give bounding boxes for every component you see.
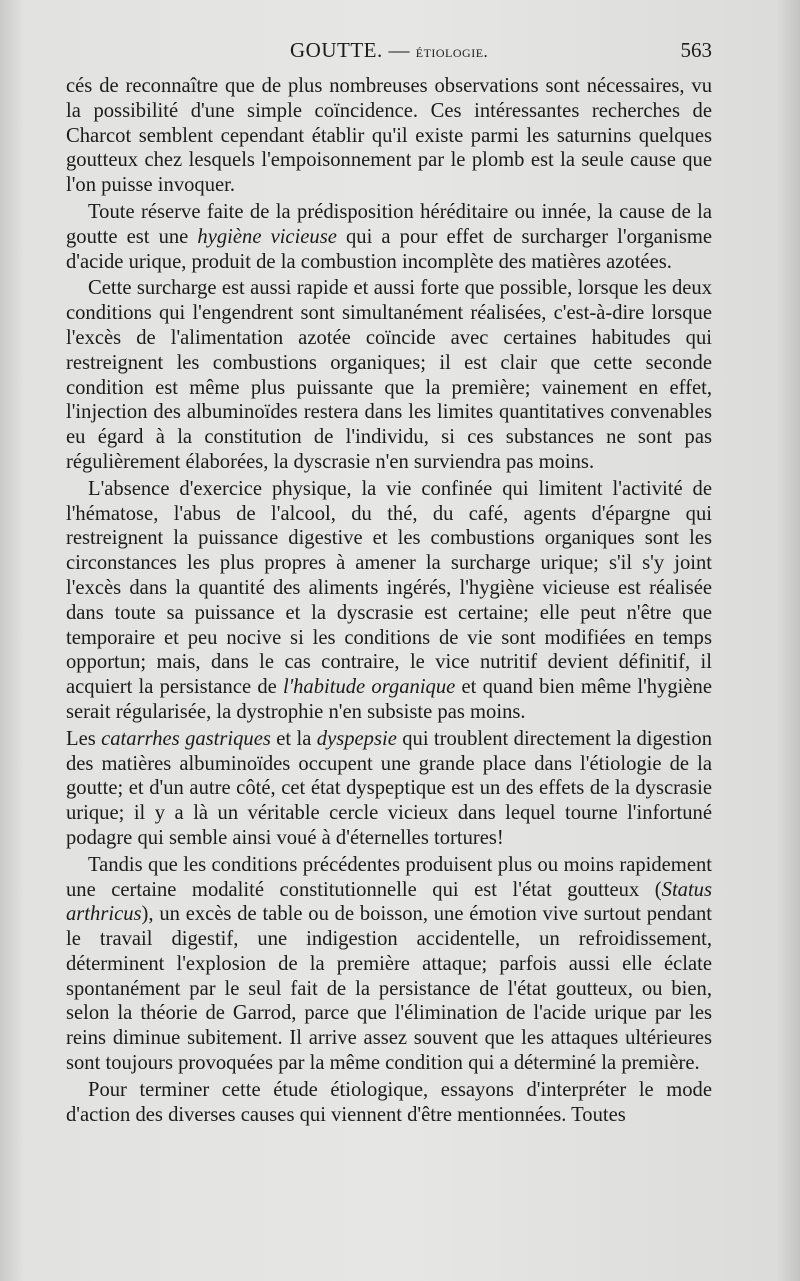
running-header [66,38,712,68]
title-section: étiologie. [415,42,489,61]
paragraph [66,200,712,274]
text-run: et quand bien même l'hygiène serait régularisée, la dystrophie n'en subsiste pas moins. [66,676,712,723]
text-run: ), un excès de table ou de boisson, une émotion vive surtout pendant le travail digestif, une indigestion accidentelle, un refroidissement, déterminent l'explosion de la première attaque; parfois aussi elle éclate spontanément par le seul fait de la persistance de l'état goutteux, ou bien, selon la théorie de Garrod, parce que l'élimination de l'acide urique par les reins diminue subitement. Il arrive assez souvent que les attaques ultérieures sont toujours provoquées par la même condition qui a déterminé la première. [66,903,712,1075]
text-run: qui a pour effet de surcharger l'organisme d'acide urique, produit de la combustion incomplète des matières azotées. [66,225,713,273]
italic-text: hygiène vicieuse [197,225,337,248]
italic-text: catarrhes gastriques [101,727,271,750]
text-run: Pour terminer cette étude étiologique, essayons d'interpréter le mode d'action des diverses causes qui viennent d'être mentionnées. Toutes [66,1078,712,1126]
italic-text: l'habitude organique [282,676,456,699]
paragraph [66,1078,712,1128]
paragraph [66,276,712,474]
running-title [290,38,488,63]
italic-text: Status arthricus [66,878,712,926]
text-run: L'absence d'exercice physique, la vie confinée qui limitent l'activité de l'hématose, l'abus de l'alcool, du thé, du café, agents d'épargne qui restreignent la puissance digestive et les combustions organiques sont les circonstances les plus propres à amener la surcharge urique; s'il s'y joint l'excès dans la quantité des aliments ingérés, l'hygiène vicieuse est réalisée dans toute sa puissance et la dyscrasie est certaine; elle peut n'être que temporaire et peu nocive si les conditions de vie sont modifiées en temps opportun; mais, dans le cas contraire, le vice nutritif devient définitif, il acquiert la persistance de [66,477,712,699]
text-run: cés de reconnaître que de plus nombreuses observations sont nécessaires, vu la possibilité d'une simple coïncidence. Ces intéressantes recherches de Charcot semblent cependant établir qu'il existe parmi les saturnins quelques goutteux chez lesquels l'empoisonnement par le plomb est la seule cause que l'on puisse invoquer. [66,75,712,197]
text-run: qui troublent directement la digestion des matières albuminoïdes occupent une grande place dans l'étiologie de la goutte; et d'un autre côté, cet état dyspeptique est un des effets de la dyscrasie urique; il y a là un véritable cercle vicieux dans lequel tourne l'infortuné podagre qui semble ainsi voué à d'éternelles tortures! [66,727,712,849]
paragraph [66,727,712,851]
page-number: 563 [680,38,712,62]
text-run: Toute réserve faite de la prédisposition héréditaire ou innée, la cause de la goutte est une [66,200,712,248]
text-run: Tandis que les conditions précédentes produisent plus ou moins rapidement une certaine modalité constitutionnelle qui est l'état goutteux ( [66,853,712,901]
text-run: et la [270,727,317,750]
paragraph [66,477,712,725]
text-run: Cette surcharge est aussi rapide et aussi forte que possible, lorsque les deux conditions qui l'engendrent sont simultanément réalisées, c'est-à-dire lorsque l'excès de l'alimentation azotée coïncide avec certaines habitudes qui restreignent les combustions organiques; il est clair que cette seconde condition est même plus puissante que la première; vainement en effet, l'injection des albuminoïdes restera dans les limites quantitatives convenables eu égard à la constitution de l'individu, si ces substances ne sont pas régulièrement élaborées, la dyscrasie n'en surviendra pas moins. [66,277,712,473]
italic-text: dyspepsie [316,727,397,750]
paragraph [66,74,712,198]
paragraph [66,853,712,1076]
text-run: Les [66,727,102,750]
title-main: GOUTTE. [290,38,383,62]
title-separator: — [382,38,416,62]
body-text [66,74,712,1127]
